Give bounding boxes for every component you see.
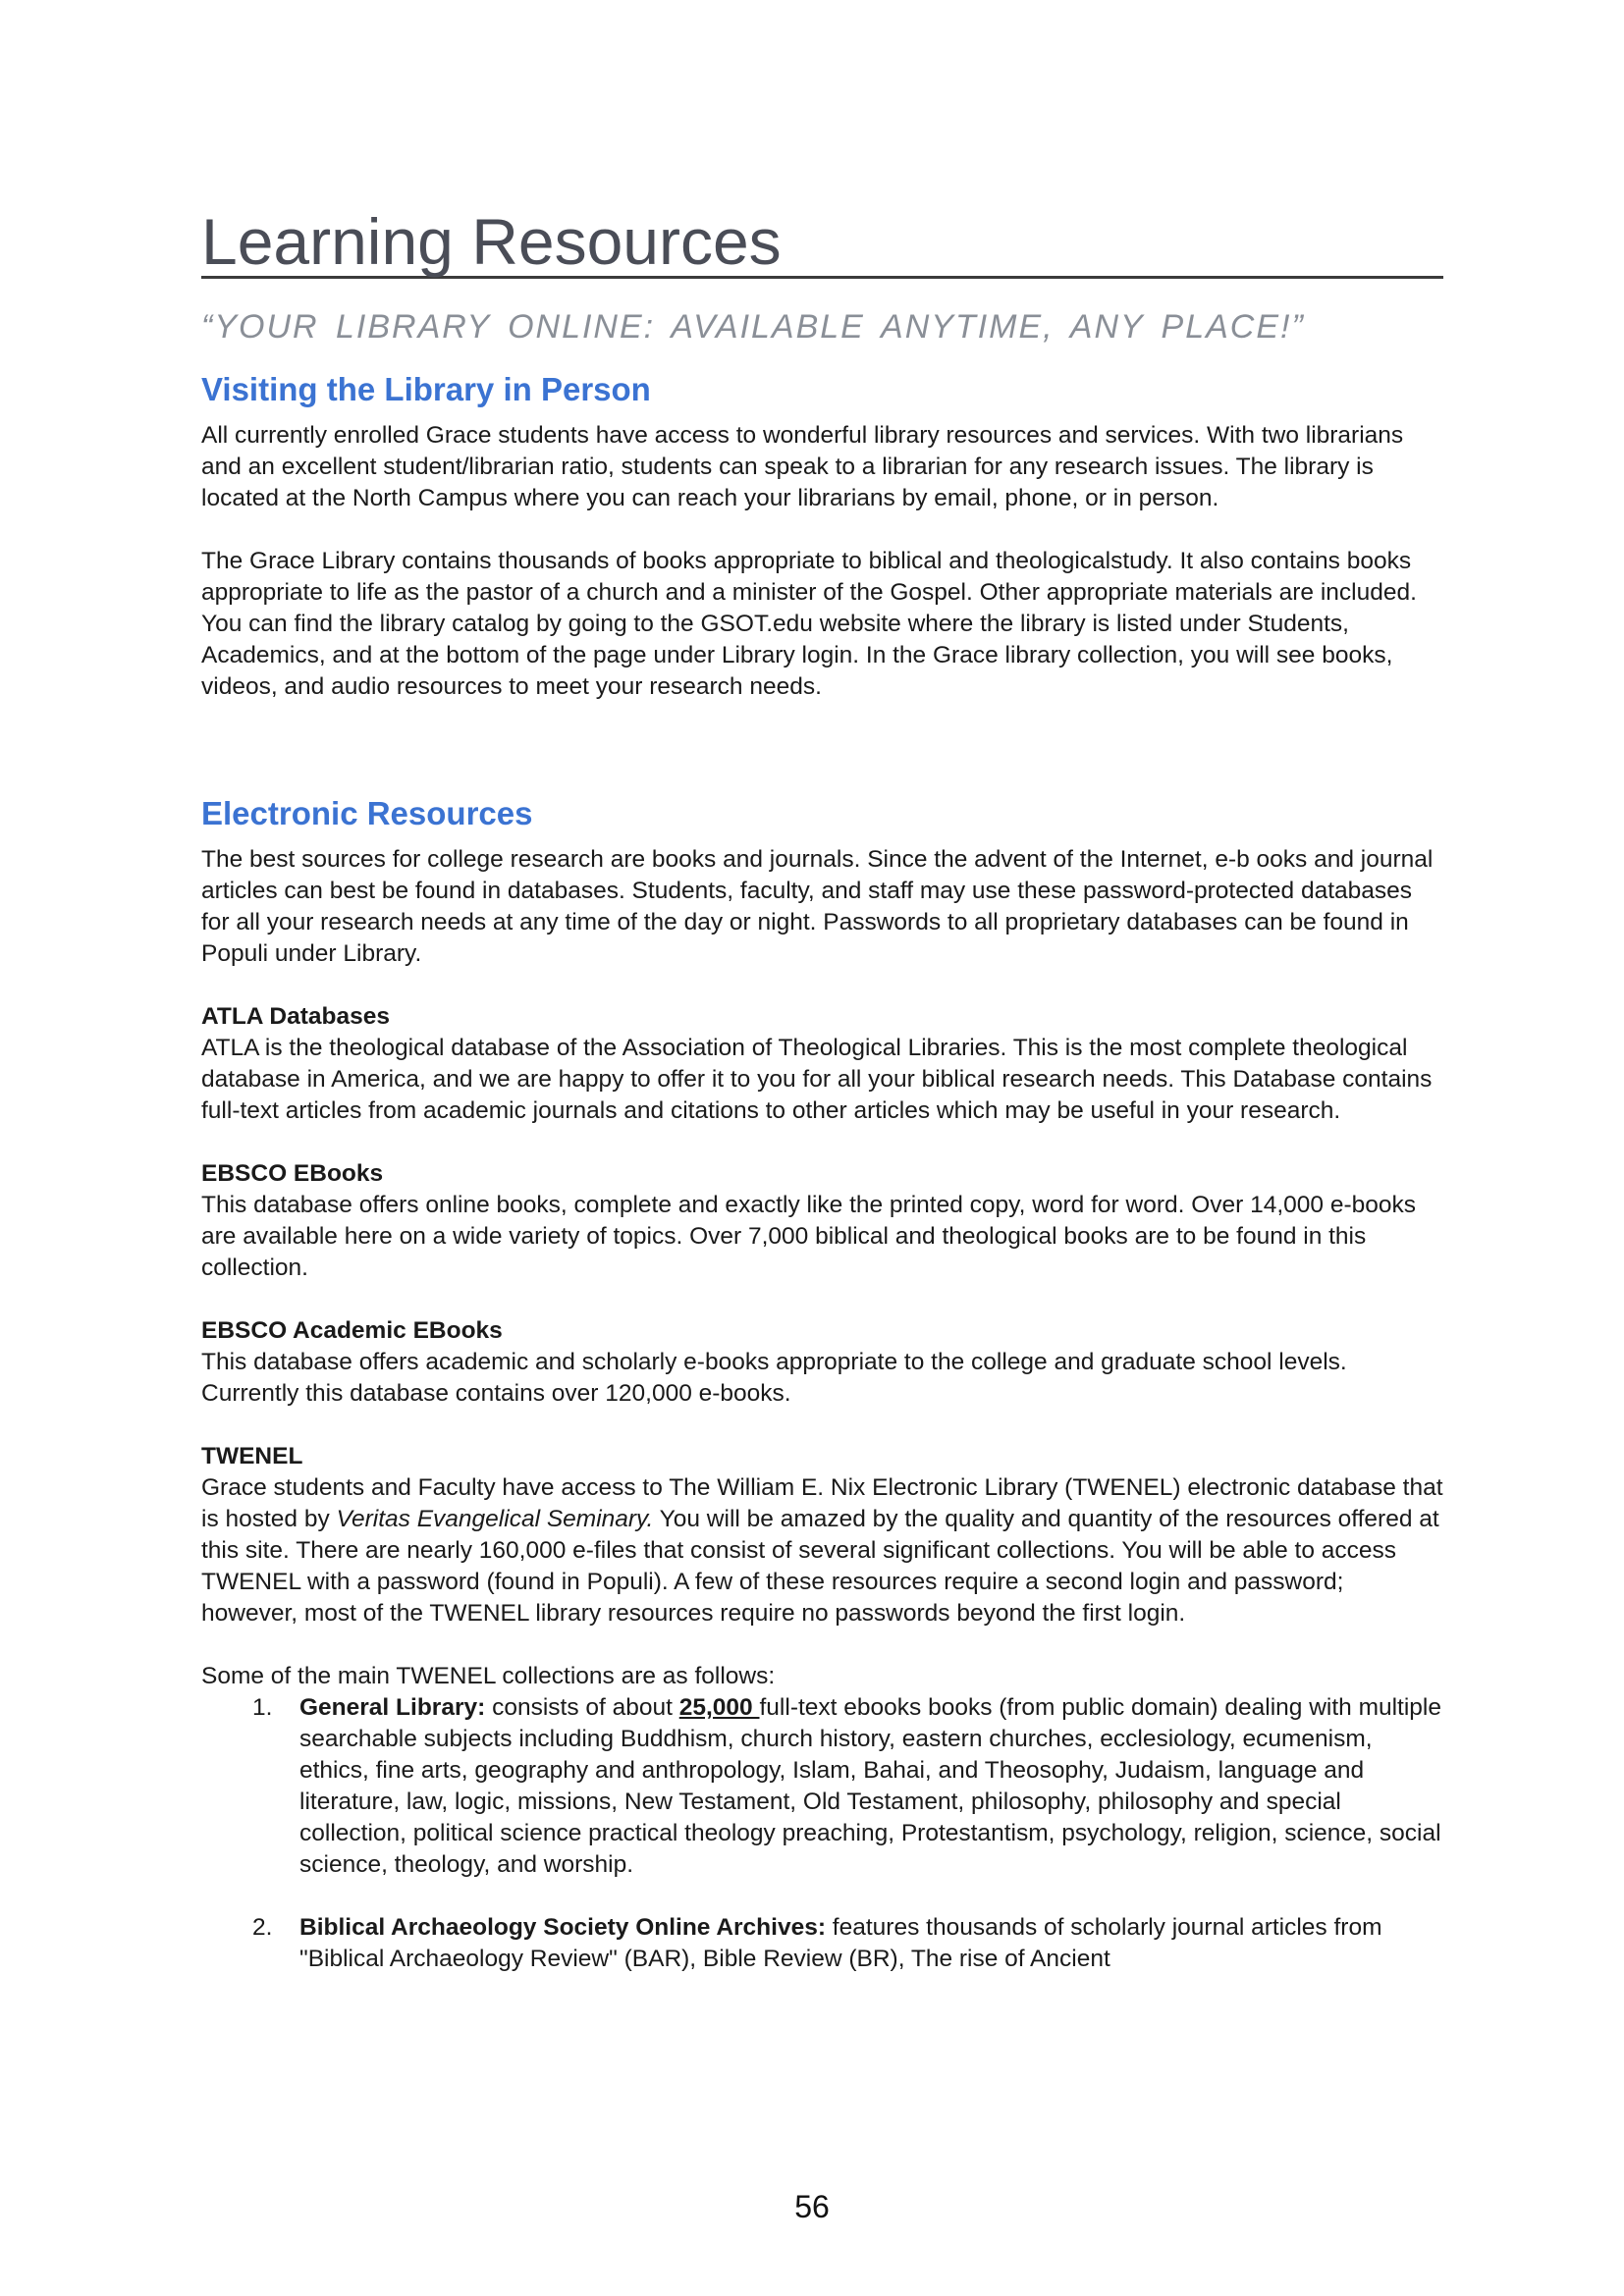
collections-intro: Some of the main TWENEL collections are as follows: (201, 1663, 776, 1689)
ebsco-academic-text: This database offers academic and scholarly e-books appropriate to the college and graduate school levels. Currently this database contains over 120,000 e-books. (201, 1349, 1347, 1407)
twenel-text-a: Grace students and Faculty have access to The William E. Nix Electronic Library (TWENEL) electronic database that is hosted by (201, 1474, 1443, 1532)
page-title: Learning Resources (201, 208, 1443, 279)
visiting-heading: Visiting the Library in Person (201, 371, 651, 407)
twenel-text-b: You will be amazed by the quality and quantity of the resources offered at this site. There are nearly 160,000 e-files that consist of several significant collections. You will be able to access TWENEL with a password (found in Populi). A few of these resources require a second login and password; however, most of the TWENEL library resources require no passwords beyond the first login. (201, 1506, 1439, 1627)
ebook-count: 25,000 (678, 1694, 760, 1721)
twenel-host-name: Veritas Evangelical Seminary. (336, 1506, 654, 1532)
visiting-paragraph-1: All currently enrolled Grace students have access to wonderful library resources and services. With two librarians and an excellent student/librarian ratio, students can speak to a librarian for any research issues. The library is located at the North Campus where you can reach your librarians by email, phone, or in person. (201, 422, 1404, 511)
list-item-title: Biblical Archaeology Society Online Archives: (299, 1914, 826, 1941)
collections-list (201, 1692, 1443, 1975)
visiting-paragraph-2: The Grace Library contains thousands of books appropriate to biblical and theologicalstudy. It also contains books appropriate to life as the pastor of a church and a minister of the Gospel. Other appropriate materials are included. You can find the library catalog by going to the GSOT.edu website where the library is listed under Students, Academics, and at the bottom of the page under Library login. In the Grace library collection, you will see books, videos, and audio resources to meet your research needs. (201, 548, 1417, 700)
list-item: 1. General Library: consists of about 25,000 full-text ebooks books (from public domain) dealing with multiple searchable subjects including Buddhism, church history, eastern churches, ecclesiology, ecumenism, ethics, fine arts, geography and anthropology, Islam, Bahai, and Theosophy, Judaism, language and literature, law, logic, missions, New Testament, Old Testament, philosophy, philosophy and special collection, political science practical theology preaching, Protestantism, psychology, religion, science, social science, theology, and worship. (252, 1694, 1441, 1878)
electronic-heading: Electronic Resources (201, 795, 533, 831)
page-number: 56 (794, 2189, 830, 2224)
list-item-title: General Library: (299, 1694, 486, 1721)
twenel-title: TWENEL (201, 1443, 303, 1469)
list-item: 2. Biblical Archaeology Society Online Archives: features thousands of scholarly journal articles from "Biblical Archaeology Review" (BAR), Bible Review (BR), The rise of Ancient (252, 1914, 1382, 1972)
atla-title: ATLA Databases (201, 1003, 390, 1030)
atla-text: ATLA is the theological database of the Association of Theological Libraries. This is the most complete theological database in America, and we are happy to offer it to you for all your biblical research needs. This Database contains full-text articles from academic journals and citations to other articles which may be useful in your research. (201, 1035, 1433, 1124)
twenel-text (201, 1472, 1443, 1629)
visiting-section (201, 371, 1443, 703)
electronic-section (201, 795, 1443, 1975)
ebsco-title: EBSCO EBooks (201, 1160, 384, 1187)
electronic-intro: The best sources for college research are books and journals. Since the advent of the Internet, e-b ooks and journal articles can best be found in databases. Students, faculty, and staff may use these password-protected databases for all your research needs at any time of the day or night. Passwords to all proprietary databases can be found in Populi under Library. (201, 846, 1434, 967)
page-subtitle: “YOUR LIBRARY ONLINE: AVAILABLE ANYTIME, ANY PLACE!” (201, 308, 1305, 346)
ebsco-academic-title: EBSCO Academic EBooks (201, 1317, 503, 1344)
list-item-number: 2. (252, 1914, 273, 1941)
ebsco-text: This database offers online books, complete and exactly like the printed copy, word for word. Over 14,000 e-books are available here on a wide variety of topics. Over 7,000 biblical and theological books are to be found in this collection. (201, 1192, 1417, 1281)
list-item-number: 1. (252, 1694, 273, 1721)
